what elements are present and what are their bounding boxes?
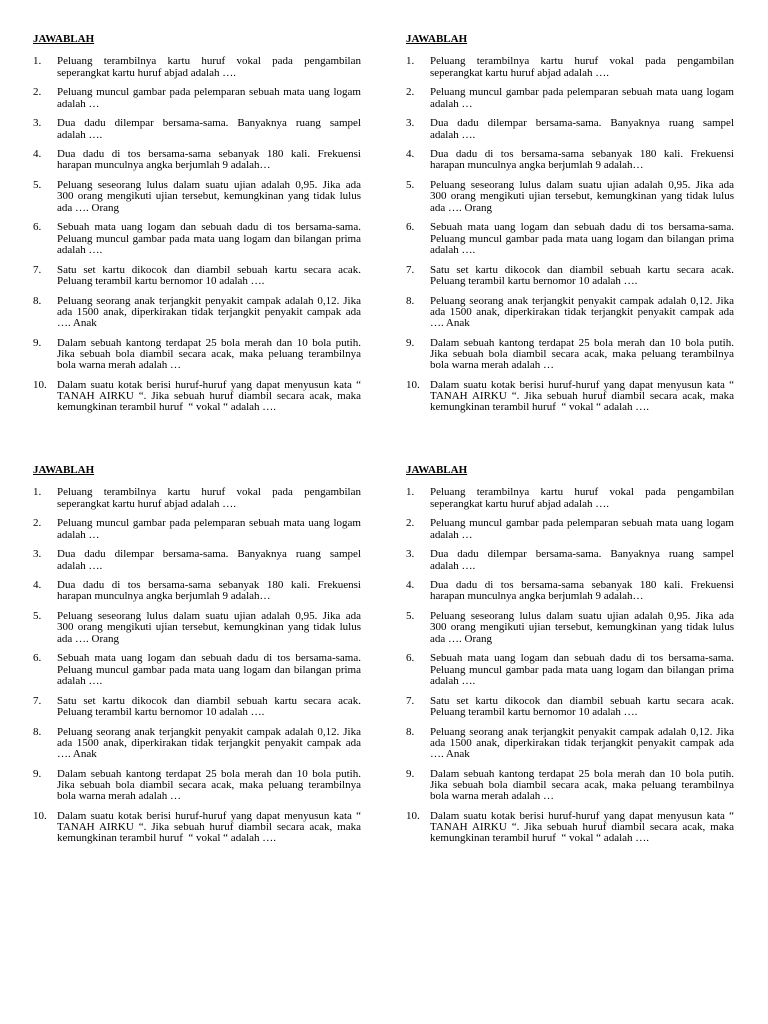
question-text-line: Peluang seseorang lulus dalam suatu ujian adalah 0,95. Jika ada bbox=[57, 610, 361, 623]
question-text bbox=[430, 222, 734, 256]
question-text-line: harapan munculnya angka berjumlah 9 adalah… bbox=[57, 159, 271, 172]
question-text-line: bola warna merah adalah … bbox=[430, 790, 554, 803]
question-text bbox=[430, 149, 734, 171]
question-text bbox=[430, 180, 734, 214]
question-item bbox=[33, 380, 361, 414]
question-text bbox=[430, 811, 734, 845]
question-text-line: Dua dadu dilempar bersama-sama. Banyaknya ruang sampel bbox=[57, 548, 361, 561]
question-item bbox=[33, 611, 361, 645]
question-item bbox=[406, 653, 734, 687]
question-text-line: Peluang muncul gambar pada mata uang logam dan bilangan prima bbox=[57, 663, 361, 676]
question-text bbox=[57, 611, 361, 645]
question-item bbox=[406, 518, 734, 540]
question-number: 10. bbox=[406, 809, 420, 822]
question-text-line: ada …. Orang bbox=[430, 632, 493, 645]
question-number: 3. bbox=[33, 117, 42, 130]
question-text-line: TANAH AIRKU “. Jika sebuah huruf diambil secara acak, maka bbox=[430, 390, 734, 403]
question-number: 1. bbox=[406, 55, 415, 68]
question-text-line: ada 1500 anak, diperkirakan tidak terjangkit penyakit campak ada bbox=[430, 736, 734, 749]
question-text-line: Peluang terambil kartu bernomor 10 adalah …. bbox=[430, 274, 638, 287]
question-text-line: Dua dadu dilempar bersama-sama. Banyaknya ruang sampel bbox=[57, 117, 361, 130]
question-text bbox=[57, 811, 361, 845]
question-item bbox=[33, 549, 361, 571]
question-text-line: Peluang seseorang lulus dalam suatu ujian adalah 0,95. Jika ada bbox=[430, 179, 734, 192]
question-text-line: ada 1500 anak, diperkirakan tidak terjangkit penyakit campak ada bbox=[57, 736, 361, 749]
question-text-line: Peluang terambil kartu bernomor 10 adalah …. bbox=[430, 705, 638, 718]
question-item bbox=[406, 56, 734, 78]
question-text-line: Satu set kartu dikocok dan diambil sebuah kartu secara acak. bbox=[57, 263, 361, 276]
question-item bbox=[33, 149, 361, 171]
question-list bbox=[33, 56, 361, 413]
question-text-line: Peluang terambil kartu bernomor 10 adalah …. bbox=[57, 705, 265, 718]
question-number: 8. bbox=[406, 294, 415, 307]
question-item bbox=[33, 769, 361, 803]
question-item bbox=[406, 769, 734, 803]
question-text bbox=[57, 518, 361, 540]
question-text-line: Peluang muncul gambar pada mata uang logam dan bilangan prima bbox=[430, 663, 734, 676]
question-text bbox=[57, 380, 361, 414]
question-text-line: Dua dadu di tos bersama-sama sebanyak 180 kali. Frekuensi bbox=[430, 579, 734, 592]
question-number: 5. bbox=[406, 179, 415, 192]
question-text-line: seperangkat kartu huruf abjad adalah …. bbox=[57, 497, 236, 510]
question-text bbox=[57, 727, 361, 761]
question-number: 9. bbox=[33, 336, 42, 349]
question-text-line: Dalam sebuah kantong terdapat 25 bola merah dan 10 bola putih. bbox=[430, 767, 734, 780]
question-text-line: 300 orang mengikuti ujian tersebut, kemungkinan yang tidak lulus bbox=[57, 621, 361, 634]
question-text bbox=[57, 149, 361, 171]
question-number: 3. bbox=[33, 548, 42, 561]
question-text bbox=[57, 180, 361, 214]
question-text-line: TANAH AIRKU “. Jika sebuah huruf diambil secara acak, maka bbox=[57, 821, 361, 834]
question-number: 5. bbox=[406, 610, 415, 623]
question-text-line: Peluang muncul gambar pada pelemparan sebuah mata uang logam bbox=[430, 86, 734, 99]
question-text-line: adalah …. bbox=[430, 128, 476, 141]
question-text-line: Dalam suatu kotak berisi huruf-huruf yang dapat menyusun kata “ bbox=[57, 378, 361, 391]
question-number: 8. bbox=[33, 294, 42, 307]
question-text bbox=[430, 380, 734, 414]
question-text bbox=[430, 727, 734, 761]
question-item bbox=[406, 222, 734, 256]
question-text bbox=[430, 338, 734, 372]
question-text-line: Sebuah mata uang logam dan sebuah dadu di tos bersama-sama. bbox=[430, 221, 734, 234]
question-text-line: Dua dadu di tos bersama-sama sebanyak 180 kali. Frekuensi bbox=[57, 148, 361, 161]
question-text bbox=[430, 611, 734, 645]
question-text-line: Peluang seseorang lulus dalam suatu ujian adalah 0,95. Jika ada bbox=[430, 610, 734, 623]
question-number: 1. bbox=[406, 486, 415, 499]
question-item bbox=[33, 580, 361, 602]
question-item bbox=[33, 727, 361, 761]
question-number: 6. bbox=[33, 652, 42, 665]
question-text-line: Sebuah mata uang logam dan sebuah dadu di tos bersama-sama. bbox=[57, 221, 361, 234]
question-text-line: Peluang terambilnya kartu huruf vokal pada pengambilan bbox=[430, 55, 734, 68]
question-item bbox=[406, 296, 734, 330]
question-text-line: Satu set kartu dikocok dan diambil sebuah kartu secara acak. bbox=[430, 263, 734, 276]
question-text-line: kemungkinan terambil huruf “ vokal “ adalah …. bbox=[57, 832, 277, 845]
question-text-line: seperangkat kartu huruf abjad adalah …. bbox=[430, 497, 609, 510]
question-number: 3. bbox=[406, 117, 415, 130]
question-number: 4. bbox=[33, 579, 42, 592]
question-text bbox=[430, 518, 734, 540]
question-text-line: ada 1500 anak, diperkirakan tidak terjangkit penyakit campak ada bbox=[57, 305, 361, 318]
question-text-line: harapan munculnya angka berjumlah 9 adalah… bbox=[57, 590, 271, 603]
question-text-line: kemungkinan terambil huruf “ vokal “ adalah …. bbox=[57, 401, 277, 414]
question-text bbox=[430, 580, 734, 602]
question-text-line: Peluang terambil kartu bernomor 10 adalah …. bbox=[57, 274, 265, 287]
question-item bbox=[33, 56, 361, 78]
worksheet-heading: JAWABLAH bbox=[406, 33, 468, 46]
question-item bbox=[406, 118, 734, 140]
question-text-line: bola warna merah adalah … bbox=[430, 359, 554, 372]
question-text-line: Peluang seorang anak terjangkit penyakit campak adalah 0,12. Jika bbox=[57, 725, 361, 738]
question-text bbox=[430, 769, 734, 803]
question-text bbox=[57, 296, 361, 330]
question-text bbox=[430, 56, 734, 78]
question-text bbox=[430, 296, 734, 330]
question-text-line: Peluang seseorang lulus dalam suatu ujian adalah 0,95. Jika ada bbox=[57, 179, 361, 192]
question-number: 3. bbox=[406, 548, 415, 561]
question-number: 6. bbox=[33, 221, 42, 234]
question-text bbox=[57, 118, 361, 140]
question-text-line: adalah …. bbox=[57, 128, 103, 141]
question-text-line: adalah …. bbox=[430, 674, 476, 687]
worksheet-heading: JAWABLAH bbox=[33, 464, 95, 477]
question-text bbox=[430, 549, 734, 571]
question-item bbox=[33, 118, 361, 140]
question-text-line: adalah …. bbox=[57, 674, 103, 687]
question-item bbox=[33, 696, 361, 718]
question-text bbox=[57, 653, 361, 687]
question-text bbox=[57, 265, 361, 287]
question-number: 10. bbox=[33, 809, 47, 822]
question-item bbox=[33, 653, 361, 687]
question-text-line: Sebuah mata uang logam dan sebuah dadu di tos bersama-sama. bbox=[57, 652, 361, 665]
question-item bbox=[33, 180, 361, 214]
question-item bbox=[406, 696, 734, 718]
question-text-line: Peluang muncul gambar pada pelemparan sebuah mata uang logam bbox=[57, 517, 361, 530]
question-text-line: ada …. Orang bbox=[57, 632, 120, 645]
question-text bbox=[430, 118, 734, 140]
question-number: 9. bbox=[33, 767, 42, 780]
question-text-line: Dalam suatu kotak berisi huruf-huruf yang dapat menyusun kata “ bbox=[430, 809, 734, 822]
question-text-line: 300 orang mengikuti ujian tersebut, kemungkinan yang tidak lulus bbox=[430, 621, 734, 634]
question-text-line: Dalam suatu kotak berisi huruf-huruf yang dapat menyusun kata “ bbox=[57, 809, 361, 822]
question-text bbox=[57, 222, 361, 256]
question-number: 4. bbox=[406, 579, 415, 592]
question-number: 10. bbox=[406, 378, 420, 391]
question-text-line: ada 1500 anak, diperkirakan tidak terjangkit penyakit campak ada bbox=[430, 305, 734, 318]
question-text-line: Dua dadu di tos bersama-sama sebanyak 180 kali. Frekuensi bbox=[57, 579, 361, 592]
question-item bbox=[33, 265, 361, 287]
question-item bbox=[406, 487, 734, 509]
question-text-line: adalah …. bbox=[57, 243, 103, 256]
question-text-line: bola warna merah adalah … bbox=[57, 359, 181, 372]
question-text-line: Peluang seorang anak terjangkit penyakit campak adalah 0,12. Jika bbox=[430, 294, 734, 307]
question-text bbox=[57, 56, 361, 78]
question-text-line: Dua dadu dilempar bersama-sama. Banyaknya ruang sampel bbox=[430, 117, 734, 130]
question-item bbox=[33, 296, 361, 330]
question-item bbox=[33, 338, 361, 372]
question-text-line: ada …. Orang bbox=[430, 201, 493, 214]
worksheet-heading: JAWABLAH bbox=[33, 33, 95, 46]
question-text-line: 300 orang mengikuti ujian tersebut, kemungkinan yang tidak lulus bbox=[57, 190, 361, 203]
question-text-line: harapan munculnya angka berjumlah 9 adalah… bbox=[430, 590, 644, 603]
question-number: 4. bbox=[33, 148, 42, 161]
question-text-line: Peluang muncul gambar pada pelemparan sebuah mata uang logam bbox=[57, 86, 361, 99]
question-text-line: seperangkat kartu huruf abjad adalah …. bbox=[430, 66, 609, 79]
question-item bbox=[406, 338, 734, 372]
question-text-line: TANAH AIRKU “. Jika sebuah huruf diambil secara acak, maka bbox=[57, 390, 361, 403]
worksheet-copy bbox=[406, 34, 734, 422]
question-number: 6. bbox=[406, 652, 415, 665]
question-text-line: …. Anak bbox=[430, 747, 470, 760]
question-text-line: Dua dadu dilempar bersama-sama. Banyaknya ruang sampel bbox=[430, 548, 734, 561]
question-item bbox=[406, 727, 734, 761]
question-text bbox=[57, 87, 361, 109]
question-item bbox=[406, 380, 734, 414]
question-list bbox=[406, 56, 734, 413]
question-text-line: adalah … bbox=[430, 97, 473, 110]
question-text-line: kemungkinan terambil huruf “ vokal “ adalah …. bbox=[430, 401, 650, 414]
question-item bbox=[406, 811, 734, 845]
question-text bbox=[430, 87, 734, 109]
question-text-line: Dalam sebuah kantong terdapat 25 bola merah dan 10 bola putih. bbox=[430, 336, 734, 349]
question-text bbox=[57, 580, 361, 602]
question-text-line: Jika sebuah bola diambil secara acak, maka peluang terambilnya bbox=[57, 778, 361, 791]
question-item bbox=[33, 222, 361, 256]
question-text-line: Dalam sebuah kantong terdapat 25 bola merah dan 10 bola putih. bbox=[57, 767, 361, 780]
question-text bbox=[430, 265, 734, 287]
question-item bbox=[406, 180, 734, 214]
question-item bbox=[406, 549, 734, 571]
question-text-line: adalah … bbox=[57, 97, 100, 110]
question-number: 6. bbox=[406, 221, 415, 234]
question-number: 1. bbox=[33, 55, 42, 68]
question-text bbox=[430, 653, 734, 687]
question-text-line: Dalam suatu kotak berisi huruf-huruf yang dapat menyusun kata “ bbox=[430, 378, 734, 391]
question-number: 2. bbox=[406, 517, 415, 530]
question-text bbox=[57, 487, 361, 509]
question-text-line: Dua dadu di tos bersama-sama sebanyak 180 kali. Frekuensi bbox=[430, 148, 734, 161]
question-text-line: Sebuah mata uang logam dan sebuah dadu di tos bersama-sama. bbox=[430, 652, 734, 665]
question-text-line: …. Anak bbox=[57, 316, 97, 329]
question-text-line: Peluang seorang anak terjangkit penyakit campak adalah 0,12. Jika bbox=[57, 294, 361, 307]
question-text-line: kemungkinan terambil huruf “ vokal “ adalah …. bbox=[430, 832, 650, 845]
question-text-line: adalah …. bbox=[57, 559, 103, 572]
question-text-line: Peluang muncul gambar pada mata uang logam dan bilangan prima bbox=[57, 232, 361, 245]
question-text-line: Peluang terambilnya kartu huruf vokal pada pengambilan bbox=[57, 55, 361, 68]
question-item bbox=[406, 265, 734, 287]
question-item bbox=[33, 87, 361, 109]
question-text-line: seperangkat kartu huruf abjad adalah …. bbox=[57, 66, 236, 79]
question-item bbox=[33, 518, 361, 540]
question-text-line: Jika sebuah bola diambil secara acak, maka peluang terambilnya bbox=[430, 778, 734, 791]
question-text bbox=[430, 696, 734, 718]
question-number: 9. bbox=[406, 767, 415, 780]
question-text-line: …. Anak bbox=[430, 316, 470, 329]
question-text-line: Dalam sebuah kantong terdapat 25 bola merah dan 10 bola putih. bbox=[57, 336, 361, 349]
question-text-line: adalah …. bbox=[430, 559, 476, 572]
question-number: 5. bbox=[33, 610, 42, 623]
question-text-line: Satu set kartu dikocok dan diambil sebuah kartu secara acak. bbox=[57, 694, 361, 707]
question-text-line: harapan munculnya angka berjumlah 9 adalah… bbox=[430, 159, 644, 172]
question-text-line: adalah …. bbox=[430, 243, 476, 256]
question-item bbox=[406, 149, 734, 171]
question-number: 9. bbox=[406, 336, 415, 349]
question-text-line: Peluang seorang anak terjangkit penyakit campak adalah 0,12. Jika bbox=[430, 725, 734, 738]
question-text-line: …. Anak bbox=[57, 747, 97, 760]
question-number: 8. bbox=[33, 725, 42, 738]
question-text bbox=[57, 338, 361, 372]
question-text-line: ada …. Orang bbox=[57, 201, 120, 214]
question-number: 7. bbox=[406, 694, 415, 707]
question-text-line: Peluang terambilnya kartu huruf vokal pada pengambilan bbox=[57, 486, 361, 499]
question-number: 7. bbox=[406, 263, 415, 276]
question-text-line: bola warna merah adalah … bbox=[57, 790, 181, 803]
question-text-line: 300 orang mengikuti ujian tersebut, kemungkinan yang tidak lulus bbox=[430, 190, 734, 203]
question-item bbox=[33, 487, 361, 509]
worksheet-heading: JAWABLAH bbox=[406, 464, 468, 477]
question-number: 4. bbox=[406, 148, 415, 161]
question-text bbox=[430, 487, 734, 509]
question-text bbox=[57, 549, 361, 571]
question-number: 2. bbox=[33, 86, 42, 99]
worksheet-copy bbox=[33, 34, 361, 422]
question-item bbox=[406, 611, 734, 645]
question-item bbox=[406, 580, 734, 602]
question-text-line: Peluang muncul gambar pada mata uang logam dan bilangan prima bbox=[430, 232, 734, 245]
worksheet-copy bbox=[33, 465, 361, 853]
question-text-line: Peluang muncul gambar pada pelemparan sebuah mata uang logam bbox=[430, 517, 734, 530]
question-number: 10. bbox=[33, 378, 47, 391]
question-item bbox=[406, 87, 734, 109]
question-number: 1. bbox=[33, 486, 42, 499]
question-list bbox=[406, 487, 734, 844]
question-number: 7. bbox=[33, 263, 42, 276]
question-item bbox=[33, 811, 361, 845]
question-text-line: adalah … bbox=[57, 528, 100, 541]
question-text-line: adalah … bbox=[430, 528, 473, 541]
question-list bbox=[33, 487, 361, 844]
worksheet-copy bbox=[406, 465, 734, 853]
question-text-line: Jika sebuah bola diambil secara acak, maka peluang terambilnya bbox=[57, 347, 361, 360]
question-text bbox=[57, 696, 361, 718]
question-text-line: Satu set kartu dikocok dan diambil sebuah kartu secara acak. bbox=[430, 694, 734, 707]
question-number: 8. bbox=[406, 725, 415, 738]
question-number: 7. bbox=[33, 694, 42, 707]
question-text bbox=[57, 769, 361, 803]
question-text-line: Peluang terambilnya kartu huruf vokal pada pengambilan bbox=[430, 486, 734, 499]
question-number: 2. bbox=[33, 517, 42, 530]
question-text-line: Jika sebuah bola diambil secara acak, maka peluang terambilnya bbox=[430, 347, 734, 360]
question-text-line: TANAH AIRKU “. Jika sebuah huruf diambil secara acak, maka bbox=[430, 821, 734, 834]
question-number: 2. bbox=[406, 86, 415, 99]
question-number: 5. bbox=[33, 179, 42, 192]
